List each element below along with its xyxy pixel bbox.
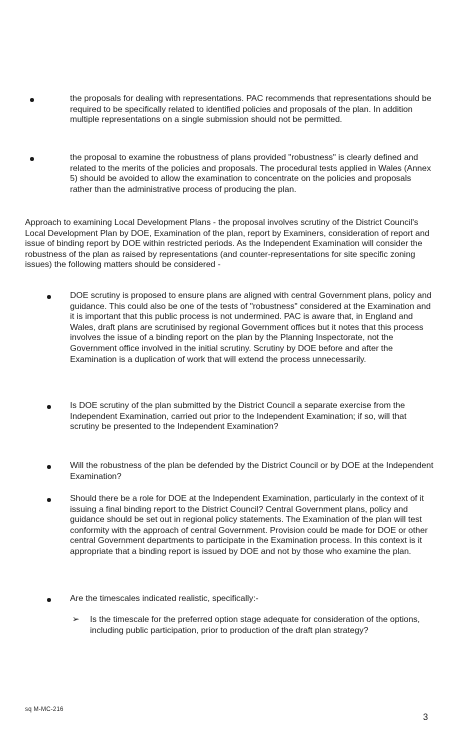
matter-bullet-5-text: Are the timescales indicated realistic, specifically:- bbox=[70, 593, 259, 603]
matter-bullet-1-text: DOE scrutiny is proposed to ensure plans are aligned with central Government plans, policy and guidance. This could also be one of the tests of "robustness" considered at the Examination and it is important that this public process is not undermined. PAC is aware that, in England and Wales, draft plans are scrutinised by regional Government offices but it notes that this process involves the issue of a binding report on the plan by the Planning Inspectorate, not the Government office involved in the initial scrutiny. Scrutiny by DOE before and after the Examination is a duplication of work that will extend the process unnecessarily. bbox=[70, 290, 432, 364]
bullet-dot bbox=[47, 498, 51, 502]
intro-bullet-2 bbox=[70, 152, 432, 194]
bullet-dot bbox=[47, 405, 51, 409]
bullet-dot bbox=[30, 98, 34, 102]
bullet-dot bbox=[47, 295, 51, 299]
bullet-dot bbox=[47, 465, 51, 469]
matter-bullet-2-text: Is DOE scrutiny of the plan submitted by the District Council a separate exercise from the Independent Examination, carried out prior to the Independent Examination; if so, will that scrutiny be presented to the Independent Examination? bbox=[70, 400, 407, 432]
matter-bullet-2 bbox=[70, 400, 434, 432]
bullet-dot bbox=[47, 598, 51, 602]
page-number: 3 bbox=[423, 712, 429, 722]
sub-bullet bbox=[90, 614, 434, 635]
matter-bullet-3 bbox=[70, 460, 434, 481]
matter-bullet-4-text: Should there be a role for DOE at the Independent Examination, particularly in the context of it issuing a final binding report to the District Council? Central Government plans, policy and guidance should be set out in regional policy statements. The Examination of the plan will test conformity with the approach of central Government. Provision could be made for DOE or other central Government departments to participate in the Examination process. In this context is it appropriate that a binding report is issued by DOE and not by those who examine the plan. bbox=[70, 493, 428, 556]
intro-bullet-2-text: the proposal to examine the robustness of plans provided "robustness" is clearly defined and related to the merits of the policies and proposals. The procedural tests applied in Wales (Annex 5) should be avoided to allow the examination to concentrate on the policies and proposals rather than the administrative process of producing the plan. bbox=[70, 152, 431, 194]
matter-bullet-3-text: Will the robustness of the plan be defended by the District Council or by DOE at the Independent Examination? bbox=[70, 460, 434, 481]
sub-bullet-text: Is the timescale for the preferred option stage adequate for consideration of the options, including public participation, prior to production of the draft plan strategy? bbox=[90, 614, 420, 635]
approach-paragraph-text: Approach to examining Local Development Plans - the proposal involves scrutiny of the District Council's Local Development Plan by DOE, Examination of the plan, report by Examiners, consideration of report and issue of binding report by DOE within restricted periods. As the Independent Examination will consider the robustness of the plan as raised by representations (and counter-representations for site specific zoning issues) the following matters should be considered - bbox=[25, 217, 430, 270]
matter-bullet-1 bbox=[70, 290, 434, 364]
matter-bullet-5 bbox=[70, 593, 434, 604]
approach-paragraph bbox=[25, 217, 434, 270]
matter-bullet-4 bbox=[70, 493, 434, 557]
document-reference: sq M-MC-216 bbox=[25, 707, 64, 713]
intro-bullet-1 bbox=[70, 93, 432, 125]
intro-bullet-1-text: the proposals for dealing with representations. PAC recommends that representations should be required to be specifically related to identified policies and proposals of the plan. In addition multiple representations on a single submission should not be permitted. bbox=[70, 93, 432, 125]
arrow-bullet-icon: ➢ bbox=[72, 614, 80, 624]
bullet-dot bbox=[30, 157, 34, 161]
